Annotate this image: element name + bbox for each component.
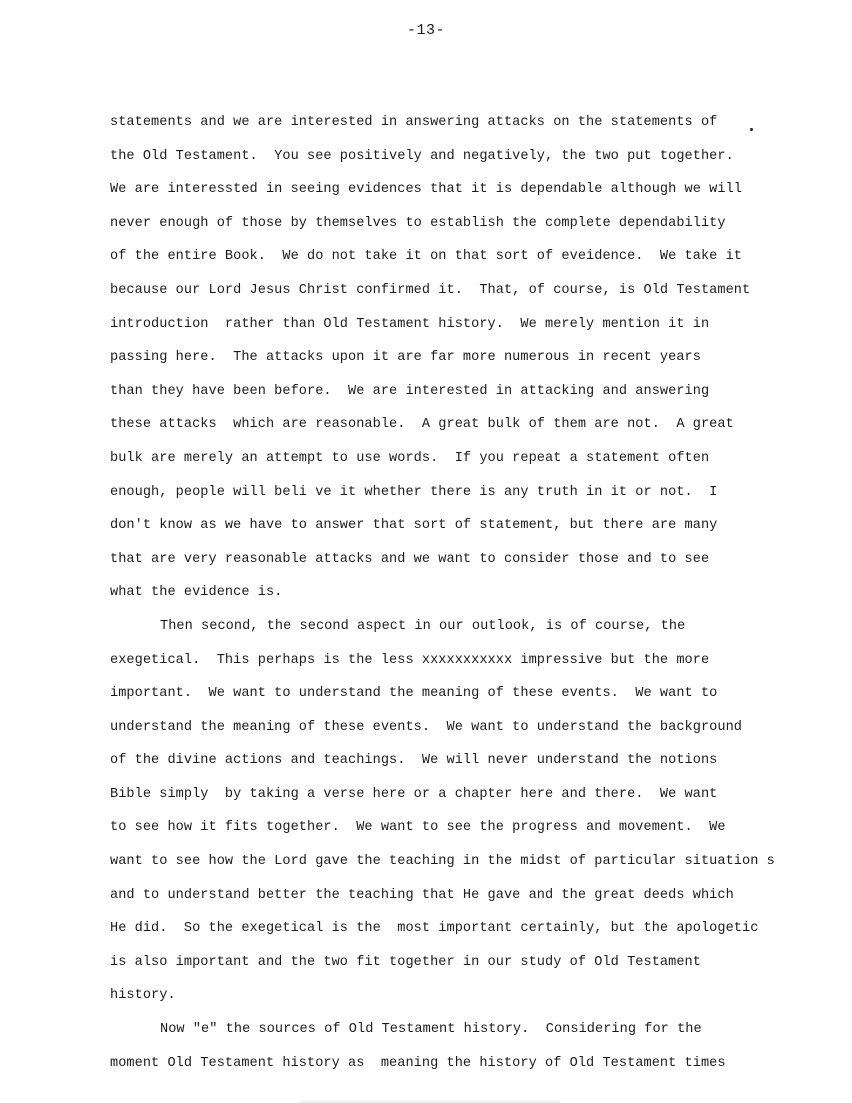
text-line: never enough of those by themselves to establish the complete dependability (110, 215, 726, 231)
text-line: the Old Testament. You see positively and negatively, the two put together. (110, 148, 734, 164)
text-line: exegetical. This perhaps is the less xxxxxxxxxxx impressive but the more (110, 652, 710, 668)
text-line: don't know as we have to answer that sort of statement, but there are many (110, 518, 718, 534)
text-line: He did. So the exegetical is the most important certainly, but the apologetic (110, 921, 759, 937)
text-line: introduction rather than Old Testament history. We merely mention it in (110, 316, 710, 332)
text-line: important. We want to understand the meaning of these events. We want to (110, 686, 718, 702)
page-number: -13- (406, 22, 445, 39)
text-line: to see how it fits together. We want to see the progress and movement. We (110, 820, 726, 836)
text-line: because our Lord Jesus Christ confirmed it. That, of course, is Old Testament (110, 282, 751, 298)
body-text (110, 106, 810, 1080)
text-line: statements and we are interested in answering attacks on the statements of (110, 115, 718, 130)
paragraph-start-line: Then second, the second aspect in our outlook, is of course, the (160, 618, 686, 634)
text-line: and to understand better the teaching that He gave and the great deeds which (110, 887, 734, 903)
text-line: what the evidence is. (110, 585, 283, 601)
text-line: passing here. The attacks upon it are far more numerous in recent years (110, 350, 701, 366)
text-line: is also important and the two fit together in our study of Old Testament (110, 954, 701, 970)
scan-shadow (300, 1099, 560, 1103)
text-line: these attacks which are reasonable. A great bulk of them are not. A great (110, 417, 734, 433)
text-line: bulk are merely an attempt to use words. If you repeat a statement often (110, 450, 710, 466)
text-line: want to see how the Lord gave the teaching in the midst of particular situation s (110, 854, 775, 870)
text-line: of the divine actions and teachings. We will never understand the notions (110, 753, 718, 769)
text-line: enough, people will beli ve it whether there is any truth in it or not. I (110, 484, 718, 500)
text-line: of the entire Book. We do not take it on that sort of eveidence. We take it (110, 249, 742, 265)
text-line: moment Old Testament history as meaning the history of Old Testament times (110, 1055, 726, 1071)
paragraph-start-line: Now "e" the sources of Old Testament history. Considering for the (160, 1022, 702, 1038)
text-line: history. (110, 988, 176, 1004)
text-line: than they have been before. We are interested in attacking and answering (110, 383, 710, 399)
text-line: that are very reasonable attacks and we want to consider those and to see (110, 551, 710, 567)
text-line: understand the meaning of these events. We want to understand the background (110, 719, 742, 735)
text-line: We are interessted in seeing evidences that it is dependable although we will (110, 182, 742, 198)
text-line: Bible simply by taking a verse here or a chapter here and there. We want (110, 786, 718, 802)
